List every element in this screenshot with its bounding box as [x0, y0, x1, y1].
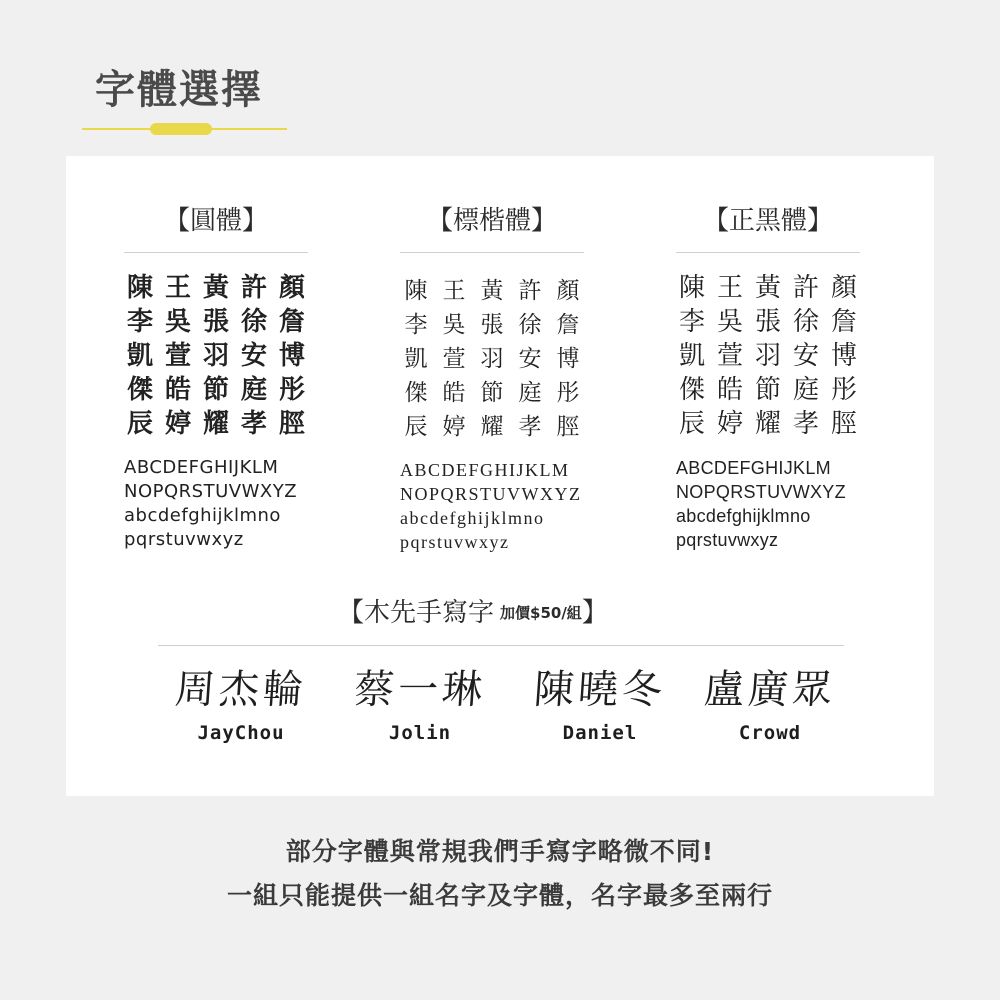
han-char: 顏: [556, 278, 580, 304]
han-sample-grid: [124, 271, 308, 441]
latin-sample-block: [124, 456, 324, 552]
han-char: 黃: [754, 273, 781, 303]
han-char: 節: [480, 380, 504, 406]
latin-line: abcdefghijklmno: [400, 508, 545, 528]
han-char: 辰: [404, 414, 428, 440]
han-char: 彤: [278, 375, 305, 405]
han-char: 許: [240, 273, 267, 303]
han-char: 孝: [792, 409, 819, 439]
page-title: 字體選擇: [95, 67, 263, 113]
han-char: 李: [126, 307, 153, 337]
han-row: [124, 271, 308, 305]
han-char: 陳: [126, 273, 153, 303]
han-char: 皓: [442, 380, 466, 406]
han-char: 孝: [518, 414, 542, 440]
latin-line: NOPQRSTUVWXYZ: [124, 481, 298, 502]
han-char: 王: [442, 278, 466, 304]
han-row: [676, 373, 860, 407]
han-char: 王: [716, 273, 743, 303]
han-char: 博: [830, 341, 857, 371]
han-char: 李: [678, 307, 705, 337]
latin-line: NOPQRSTUVWXYZ: [400, 484, 582, 504]
han-row: [676, 339, 860, 373]
han-char: 許: [792, 273, 819, 303]
han-char: 黃: [202, 273, 229, 303]
latin-line: ABCDEFGHIJKLM: [400, 460, 570, 480]
handwriting-sample: [340, 664, 500, 744]
han-char: 婷: [716, 409, 743, 439]
han-char: 吳: [442, 312, 466, 338]
han-char: 羽: [480, 346, 504, 372]
han-char: 彤: [556, 380, 580, 406]
price-tag: 加價$50/組: [500, 604, 582, 622]
han-char: 庭: [240, 375, 267, 405]
han-char: 脛: [556, 414, 580, 440]
han-char: 節: [202, 375, 229, 405]
han-char: 庭: [518, 380, 542, 406]
han-char: 詹: [830, 307, 857, 337]
han-row: [676, 305, 860, 339]
han-row: [676, 407, 860, 441]
han-char: 陳: [404, 278, 428, 304]
han-row: [124, 305, 308, 339]
han-char: 徐: [240, 307, 267, 337]
handwriting-sample: [161, 664, 321, 744]
han-char: 張: [480, 312, 504, 338]
han-row: [400, 274, 584, 308]
han-char: 陳: [678, 273, 705, 303]
han-char: 黃: [480, 278, 504, 304]
han-char: 傑: [404, 380, 428, 406]
han-char: 凱: [404, 346, 428, 372]
han-char: 孝: [240, 409, 267, 439]
han-char: 安: [792, 341, 819, 371]
han-char: 詹: [278, 307, 305, 337]
footer-note: 部分字體與常規我們手寫字略微不同!: [285, 837, 715, 866]
font-heading: 【圓體】: [163, 206, 268, 236]
han-char: 辰: [126, 409, 153, 439]
han-char: 羽: [202, 341, 229, 371]
latin-sample-block: [400, 458, 600, 554]
han-char: 顏: [830, 273, 857, 303]
han-char: 徐: [518, 312, 542, 338]
latin-line: pqrstuvwxyz: [676, 530, 779, 550]
han-char: 辰: [678, 409, 705, 439]
han-char: 庭: [792, 375, 819, 405]
font-heading: 【標楷體】: [426, 206, 557, 236]
han-char: 吳: [164, 307, 191, 337]
handwriting-heading: [338, 592, 608, 629]
han-char: 安: [240, 341, 267, 371]
han-char: 王: [164, 273, 191, 303]
han-char: 耀: [480, 414, 504, 440]
han-row: [124, 407, 308, 441]
han-char: 羽: [754, 341, 781, 371]
han-char: 皓: [164, 375, 191, 405]
han-char: 凱: [126, 341, 153, 371]
han-char: 顏: [278, 273, 305, 303]
han-char: 婷: [164, 409, 191, 439]
han-char: 徐: [792, 307, 819, 337]
sample-han-name: 周杰輪: [173, 667, 309, 713]
han-char: 萱: [716, 341, 743, 371]
latin-line: abcdefghijklmno: [124, 505, 281, 526]
han-row: [400, 308, 584, 342]
handwriting-heading-label: 【木先手寫字: [338, 598, 495, 628]
han-char: 脛: [830, 409, 857, 439]
han-char: 許: [518, 278, 542, 304]
sample-latin-name: Daniel: [562, 722, 638, 744]
han-char: 張: [754, 307, 781, 337]
latin-line: pqrstuvwxyz: [400, 532, 510, 552]
han-char: 博: [278, 341, 305, 371]
han-char: 耀: [754, 409, 781, 439]
sample-han-name: 陳曉冬: [532, 667, 668, 713]
divider: [400, 252, 584, 253]
han-char: 彤: [830, 375, 857, 405]
han-row: [676, 271, 860, 305]
han-char: 詹: [556, 312, 580, 338]
handwriting-sample: [520, 664, 680, 744]
han-char: 博: [556, 346, 580, 372]
han-char: 萱: [164, 341, 191, 371]
han-char: 婷: [442, 414, 466, 440]
han-char: 吳: [716, 307, 743, 337]
sample-han-name: 盧廣眾: [702, 667, 838, 713]
title-underline-accent: [150, 123, 212, 135]
sample-latin-name: JayChou: [197, 722, 285, 744]
han-char: 安: [518, 346, 542, 372]
sample-latin-name: Jolin: [388, 722, 452, 744]
han-sample-grid: [676, 271, 860, 441]
divider: [124, 252, 308, 253]
han-char: 凱: [678, 341, 705, 371]
han-row: [124, 373, 308, 407]
han-sample-grid: [400, 274, 584, 444]
latin-line: ABCDEFGHIJKLM: [676, 458, 831, 478]
han-char: 傑: [678, 375, 705, 405]
sample-han-name: 蔡一琳: [352, 667, 488, 713]
latin-line: NOPQRSTUVWXYZ: [676, 482, 846, 502]
han-char: 節: [754, 375, 781, 405]
footer-note: 一組只能提供一組名字及字體，名字最多至兩行: [226, 881, 773, 910]
han-char: 傑: [126, 375, 153, 405]
latin-line: abcdefghijklmno: [676, 506, 811, 526]
han-char: 皓: [716, 375, 743, 405]
han-char: 張: [202, 307, 229, 337]
divider: [676, 252, 860, 253]
divider: [158, 645, 844, 646]
latin-line: ABCDEFGHIJKLM: [124, 457, 279, 478]
han-char: 萱: [442, 346, 466, 372]
sample-latin-name: Crowd: [738, 722, 802, 744]
latin-line: pqrstuvwxyz: [124, 529, 244, 550]
han-row: [124, 339, 308, 373]
han-char: 耀: [202, 409, 229, 439]
han-char: 李: [404, 312, 428, 338]
font-selection-card: [66, 156, 934, 796]
han-char: 脛: [278, 409, 305, 439]
han-row: [400, 342, 584, 376]
handwriting-heading-close: 】: [581, 598, 608, 628]
han-row: [400, 410, 584, 444]
latin-sample-block: [676, 456, 876, 552]
font-heading: 【正黑體】: [702, 206, 833, 236]
han-row: [400, 376, 584, 410]
handwriting-sample: [690, 664, 850, 744]
